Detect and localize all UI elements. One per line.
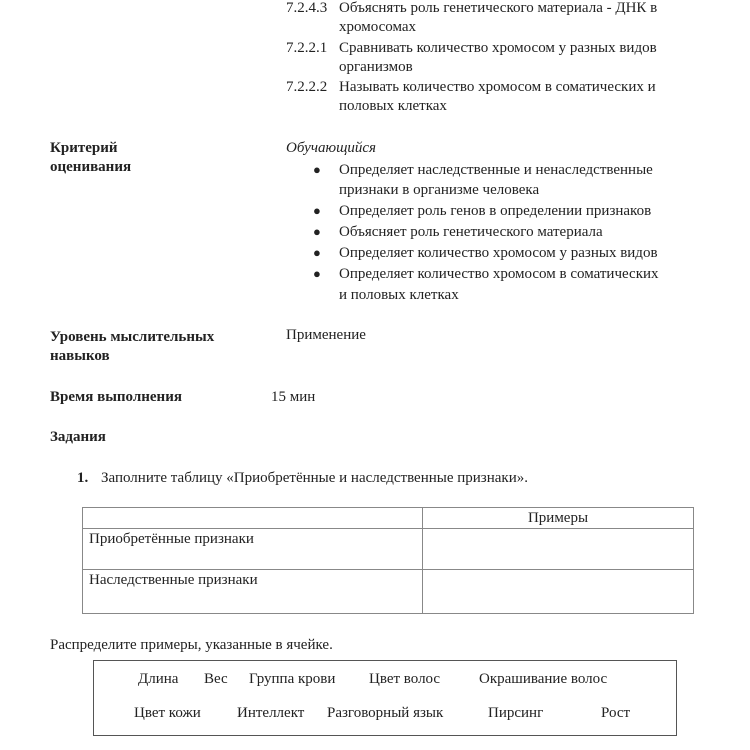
word: Интеллект <box>237 705 305 721</box>
objective-text-cont: половых клетках <box>339 98 447 114</box>
bullet-icon: ● <box>313 203 321 218</box>
criteria-label: оценивания <box>50 159 132 175</box>
time-label: Время выполнения <box>50 389 182 405</box>
task-text: Заполните таблицу «Приобретённые и наследственные признаки». <box>101 470 528 486</box>
word: Длина <box>138 671 179 687</box>
word: Пирсинг <box>488 705 544 721</box>
row-label: Наследственные признаки <box>83 570 423 614</box>
level-label: навыков <box>50 348 110 364</box>
objective-text-cont: организмов <box>339 59 413 75</box>
bullet-icon: ● <box>313 266 321 281</box>
criteria-item: Определяет роль генов в определении признаков <box>339 203 652 219</box>
criteria-label: Критерий <box>50 140 118 156</box>
word: Окрашивание волос <box>479 671 608 687</box>
objective-code: 7.2.2.2 <box>286 79 328 95</box>
bullet-icon: ● <box>313 162 321 177</box>
objective-text: Называть количество хромосом в соматических и <box>339 79 656 95</box>
criteria-intro: Обучающийся <box>286 140 377 156</box>
word: Рост <box>601 705 631 721</box>
objective-code: 7.2.2.1 <box>286 40 328 56</box>
word: Разговорный язык <box>327 705 444 721</box>
level-label: Уровень мыслительных <box>50 329 215 345</box>
bullet-icon: ● <box>313 224 321 239</box>
objective-text: Объяснять роль генетического материала - ДНК в <box>339 0 658 16</box>
criteria-item: Определяет количество хромосом в соматических <box>339 266 659 282</box>
time-value: 15 мин <box>271 389 316 405</box>
criteria-item: Определяет наследственные и ненаследственные <box>339 162 653 178</box>
objective-text: Сравнивать количество хромосом у разных видов <box>339 40 657 56</box>
criteria-item-cont: и половых клетках <box>339 287 459 303</box>
criteria-item-cont: признаки в организме человека <box>339 182 540 198</box>
answer-cell[interactable] <box>423 570 694 614</box>
word: Вес <box>204 671 228 687</box>
task-number: 1. <box>77 470 89 486</box>
instruction: Распределите примеры, указанные в ячейке. <box>50 637 333 653</box>
header-examples: Примеры <box>423 508 694 529</box>
word: Группа крови <box>249 671 336 687</box>
bullet-icon: ● <box>313 245 321 260</box>
word: Цвет волос <box>369 671 441 687</box>
criteria-item: Определяет количество хромосом у разных видов <box>339 245 658 261</box>
tasks-heading: Задания <box>50 429 106 445</box>
row-label: Приобретённые признаки <box>83 529 423 570</box>
criteria-item: Объясняет роль генетического материала <box>339 224 603 240</box>
objective-text-cont: хромосомах <box>339 19 416 35</box>
objective-code: 7.2.4.3 <box>286 0 328 16</box>
traits-table <box>82 507 694 614</box>
answer-cell[interactable] <box>423 529 694 570</box>
level-value: Применение <box>286 327 366 343</box>
word: Цвет кожи <box>134 705 201 721</box>
